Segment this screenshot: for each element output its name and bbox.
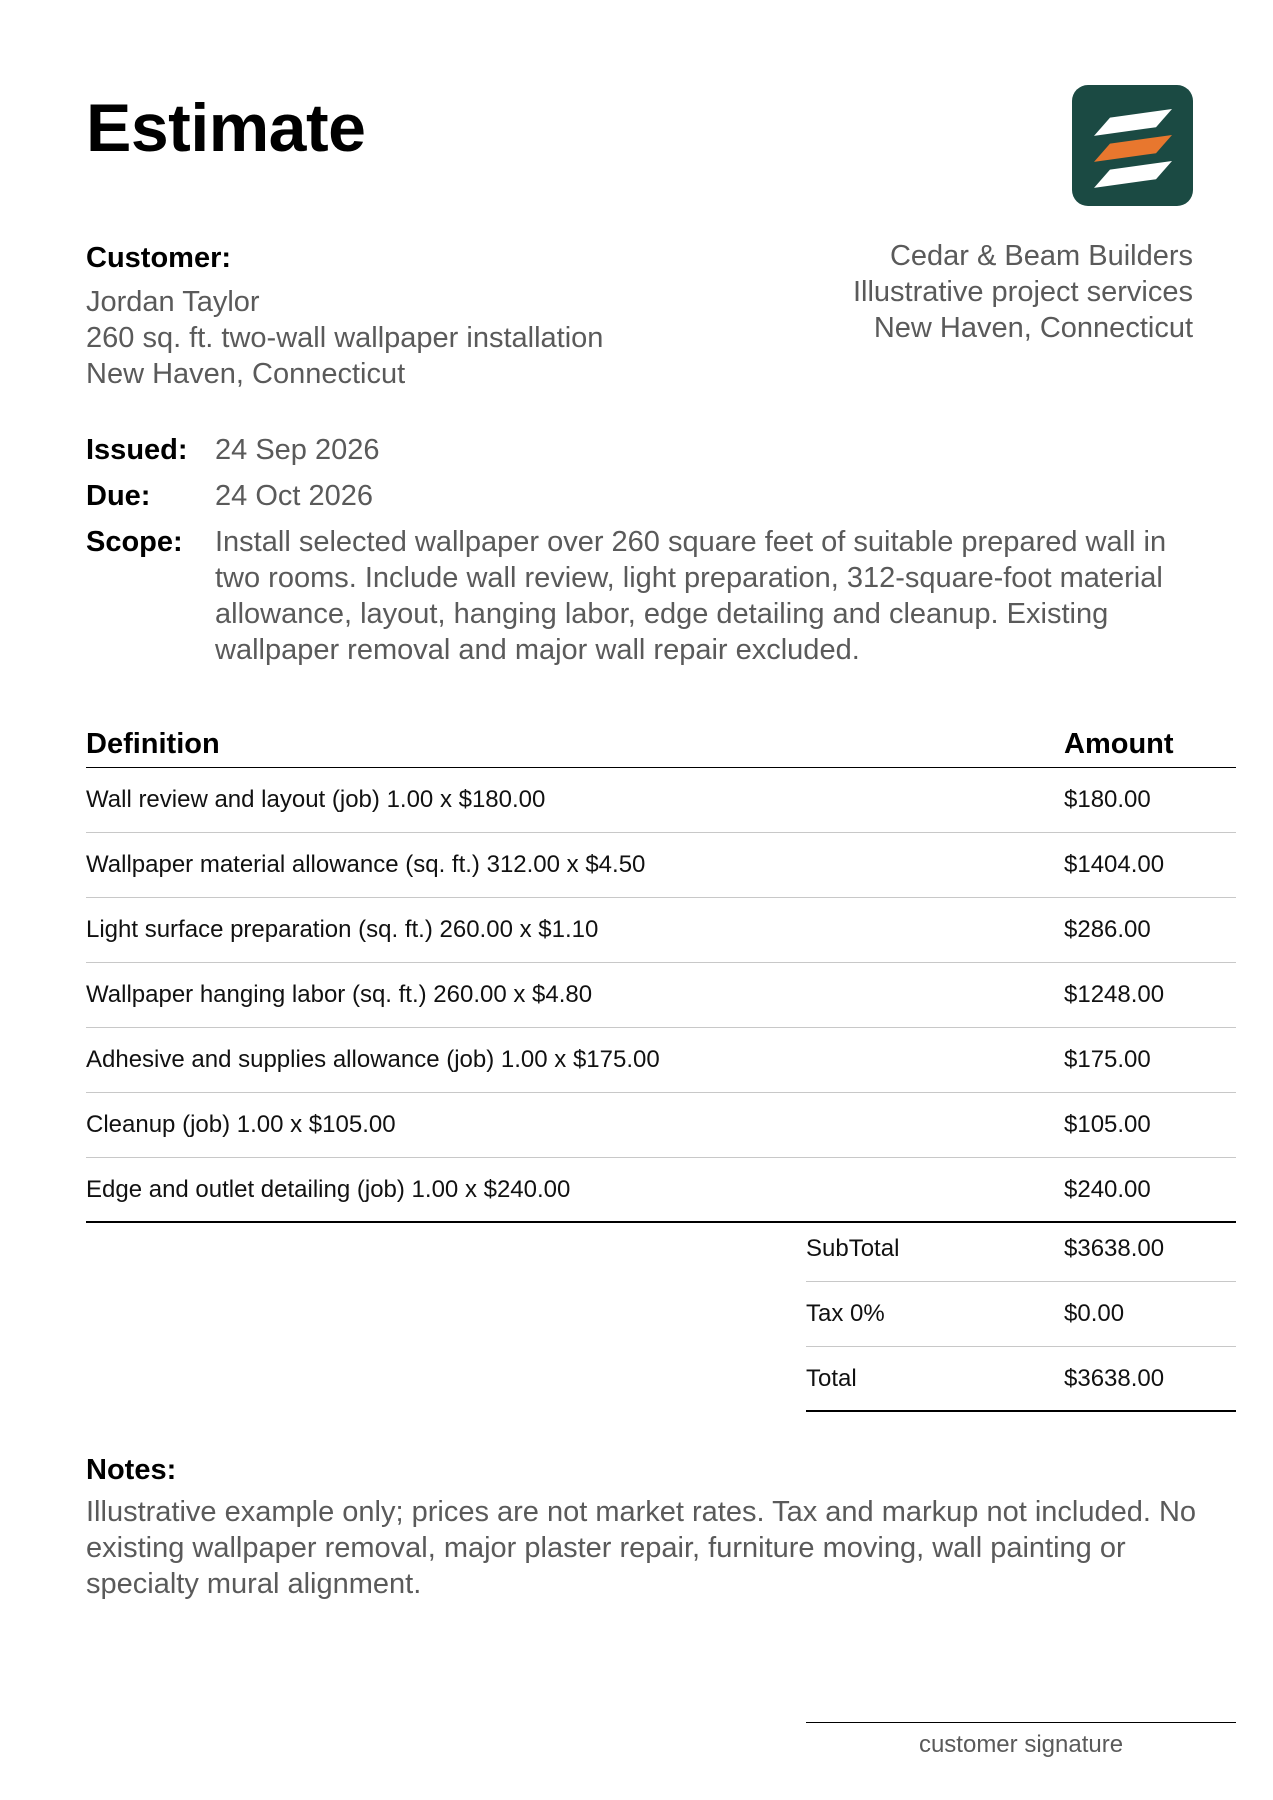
row-amount: $286.00 — [1064, 916, 1151, 943]
table-row — [86, 768, 1236, 833]
subtotal-value: $3638.00 — [1064, 1235, 1165, 1262]
customer-name: Jordan Taylor — [86, 286, 260, 318]
company-name: Cedar & Beam Builders — [889, 240, 1193, 272]
customer-project: 260 sq. ft. two-wall wallpaper installation — [86, 322, 604, 354]
table-row — [86, 963, 1236, 1028]
table-row — [86, 898, 1236, 963]
row-amount: $175.00 — [1064, 1046, 1151, 1073]
scope-row — [86, 524, 1216, 668]
tax-label: Tax 0% — [806, 1300, 885, 1327]
table-row — [86, 1028, 1236, 1093]
due-date: 24 Oct 2026 — [215, 480, 373, 512]
due-row — [86, 478, 1216, 514]
logo-stripes-icon — [1072, 85, 1193, 206]
table-row — [86, 1158, 1236, 1223]
company-tagline: Illustrative project services — [852, 276, 1193, 308]
row-amount: $240.00 — [1064, 1175, 1151, 1203]
company-block — [853, 238, 1193, 346]
tax-row — [806, 1282, 1236, 1347]
totals-table — [806, 1217, 1236, 1412]
row-definition: Wallpaper hanging labor (sq. ft.) 260.00 x $4.80 — [86, 981, 593, 1008]
row-amount: $1404.00 — [1064, 851, 1165, 878]
subtotal-row — [806, 1217, 1236, 1282]
row-definition: Wallpaper material allowance (sq. ft.) 312.00 x $4.50 — [86, 851, 646, 878]
notes-section — [86, 1450, 1216, 1602]
estimate-meta — [86, 432, 1216, 678]
table-header — [86, 722, 1236, 768]
subtotal-label: SubTotal — [806, 1235, 900, 1262]
row-amount: $180.00 — [1064, 786, 1151, 813]
row-definition: Light surface preparation (sq. ft.) 260.00 x $1.10 — [86, 916, 599, 943]
scope-label: Scope: — [86, 526, 183, 558]
issued-label: Issued: — [86, 434, 188, 466]
row-definition: Adhesive and supplies allowance (job) 1.00 x $175.00 — [86, 1046, 660, 1073]
scope-text: Install selected wallpaper over 260 square feet of suitable prepared wall in two rooms. Include wall review, light preparation, 312-square-foot material allowance, layout, hanging labor, edge detailing and cleanup. Existing wallpaper removal and major wall repair excluded. — [215, 526, 1167, 666]
notes-text: Illustrative example only; prices are not market rates. Tax and markup not included. No existing wallpaper removal, major plaster repair, furniture moving, wall painting or specialty mural alignment. — [86, 1496, 1197, 1600]
total-row — [806, 1347, 1236, 1412]
line-items-table — [86, 722, 1236, 1223]
document-title: Estimate — [86, 90, 366, 166]
customer-location: New Haven, Connecticut — [86, 358, 406, 390]
total-value: $3638.00 — [1064, 1364, 1165, 1392]
total-label: Total — [806, 1364, 857, 1392]
company-location: New Haven, Connecticut — [873, 312, 1193, 344]
customer-signature-line[interactable] — [806, 1722, 1236, 1759]
definition-header: Definition — [86, 728, 220, 760]
amount-header: Amount — [1064, 728, 1174, 760]
row-definition: Edge and outlet detailing (job) 1.00 x $240.00 — [86, 1175, 571, 1203]
issued-date: 24 Sep 2026 — [215, 434, 380, 466]
tax-value: $0.00 — [1064, 1300, 1125, 1327]
customer-label: Customer: — [86, 242, 232, 274]
row-definition: Wall review and layout (job) 1.00 x $180.00 — [86, 786, 546, 813]
row-amount: $1248.00 — [1064, 981, 1165, 1008]
row-amount: $105.00 — [1064, 1111, 1151, 1138]
issued-row — [86, 432, 1216, 468]
table-row — [86, 833, 1236, 898]
notes-label: Notes: — [86, 1454, 177, 1486]
company-logo — [1072, 85, 1193, 206]
due-label: Due: — [86, 480, 151, 512]
customer-block — [86, 238, 603, 392]
row-definition: Cleanup (job) 1.00 x $105.00 — [86, 1111, 396, 1138]
signature-label: customer signature — [918, 1731, 1124, 1758]
table-row — [86, 1093, 1236, 1158]
